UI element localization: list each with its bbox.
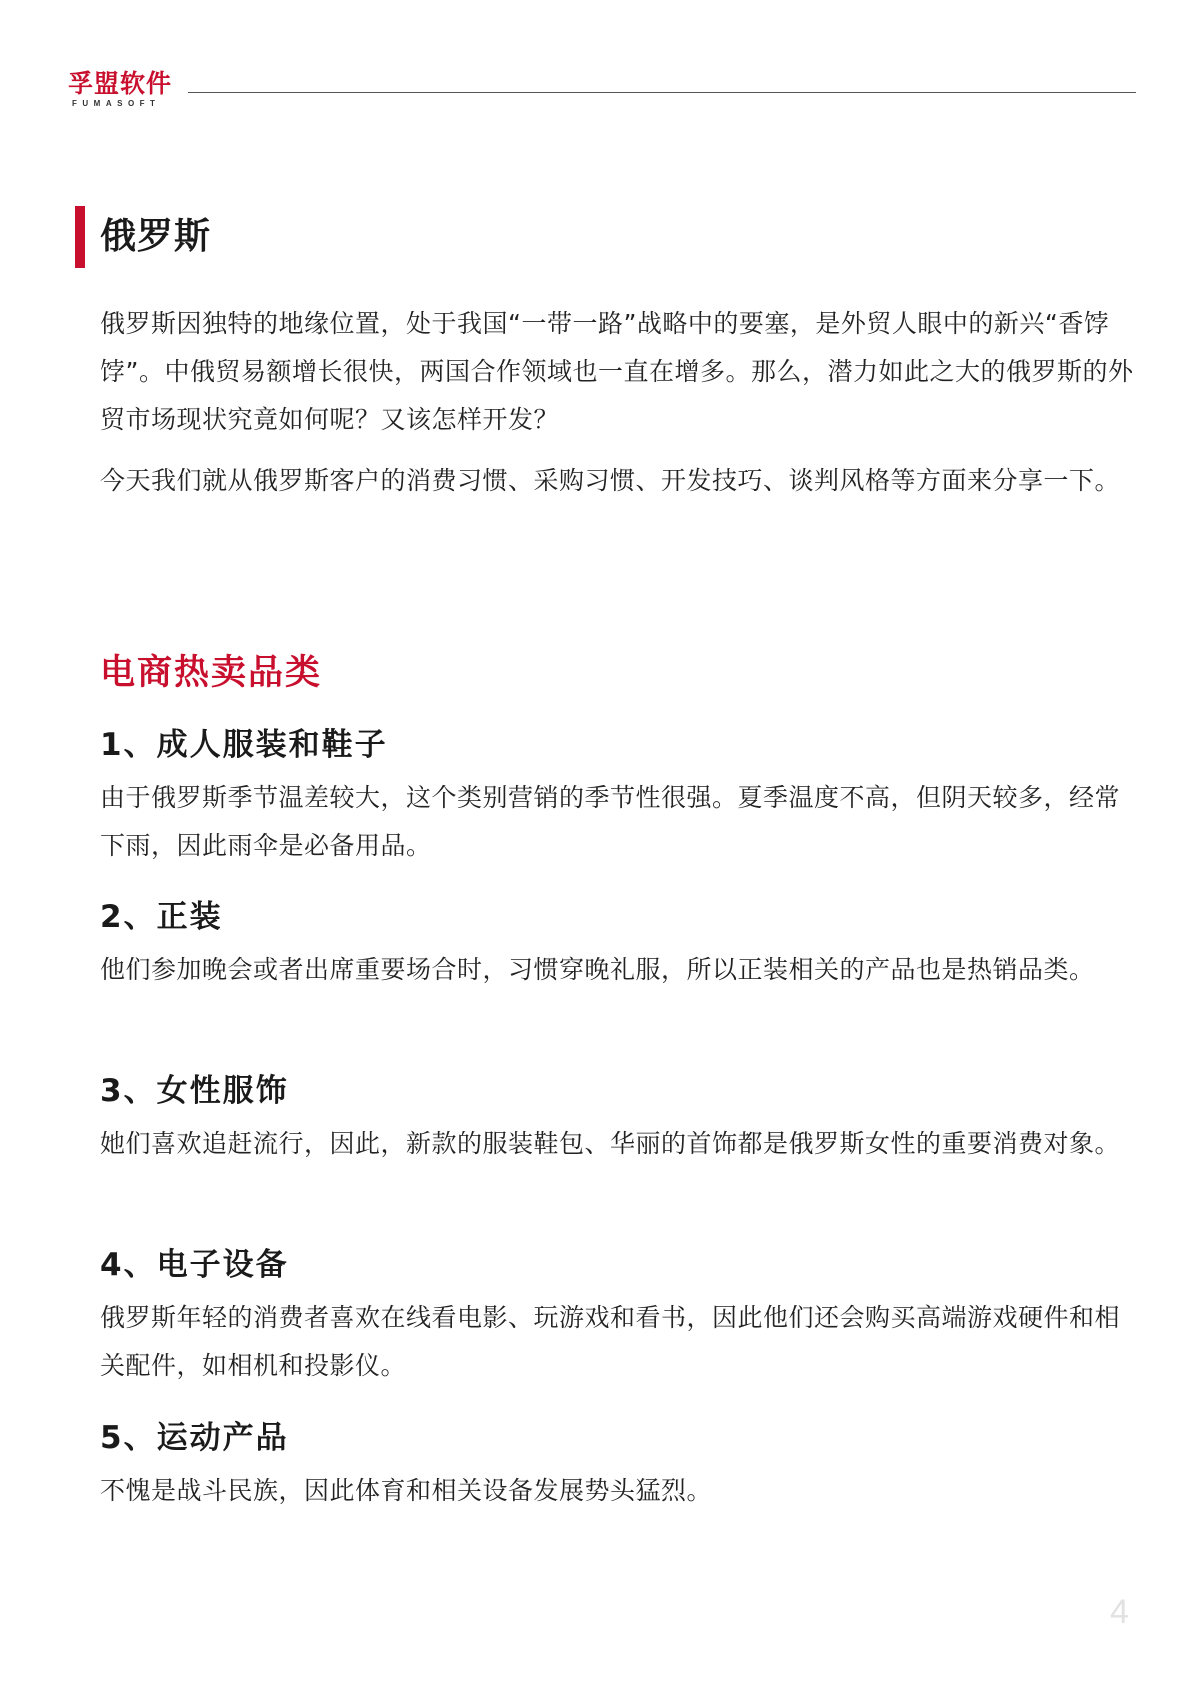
hot-categories-heading: 电商热卖品类 bbox=[100, 653, 323, 693]
logo-wordmark: 孚盟软件 bbox=[68, 69, 173, 98]
category-text: 俄罗斯年轻的消费者喜欢在线看电影、玩游戏和看书，因此他们还会购买高端游戏硬件和相关配件，如相机和投影仪。 bbox=[100, 1303, 1121, 1380]
section-title: 俄罗斯 bbox=[100, 216, 212, 257]
category-text: 她们喜欢追赶流行，因此，新款的服装鞋包、华丽的首饰都是俄罗斯女性的重要消费对象。 bbox=[100, 1129, 1121, 1158]
category-text: 由于俄罗斯季节温差较大，这个类别营销的季节性很强。夏季温度不高，但阴天较多，经常下雨，因此雨伞是必备用品。 bbox=[100, 783, 1121, 860]
company-logo bbox=[68, 70, 180, 109]
category-title: 1、成人服装和鞋子 bbox=[100, 727, 388, 763]
category-text: 不愧是战斗民族，因此体育和相关设备发展势头猛烈。 bbox=[100, 1476, 713, 1505]
category-title: 2、正装 bbox=[100, 899, 223, 935]
intro-paragraph: 俄罗斯因独特的地缘位置，处于我国“一带一路”战略中的要塞，是外贸人眼中的新兴“香饽饽”。中俄贸易额增长很快，两国合作领域也一直在增多。那么，潜力如此之大的俄罗斯的外贸市场现状究竟如何呢？又该怎样开发？ bbox=[100, 309, 1134, 434]
category-title: 3、女性服饰 bbox=[100, 1073, 289, 1109]
header-divider bbox=[188, 92, 1136, 93]
category-text: 他们参加晚会或者出席重要场合时，习惯穿晚礼服，所以正装相关的产品也是热销品类。 bbox=[100, 955, 1095, 984]
category-title: 4、电子设备 bbox=[100, 1247, 289, 1283]
section-accent-bar bbox=[75, 206, 85, 268]
logo-subtitle: FUMASOFT bbox=[72, 99, 161, 108]
page-number: 4 bbox=[1110, 1593, 1129, 1631]
intro-paragraph: 今天我们就从俄罗斯客户的消费习惯、采购习惯、开发技巧、谈判风格等方面来分享一下。 bbox=[100, 466, 1121, 495]
category-title: 5、运动产品 bbox=[100, 1420, 289, 1456]
